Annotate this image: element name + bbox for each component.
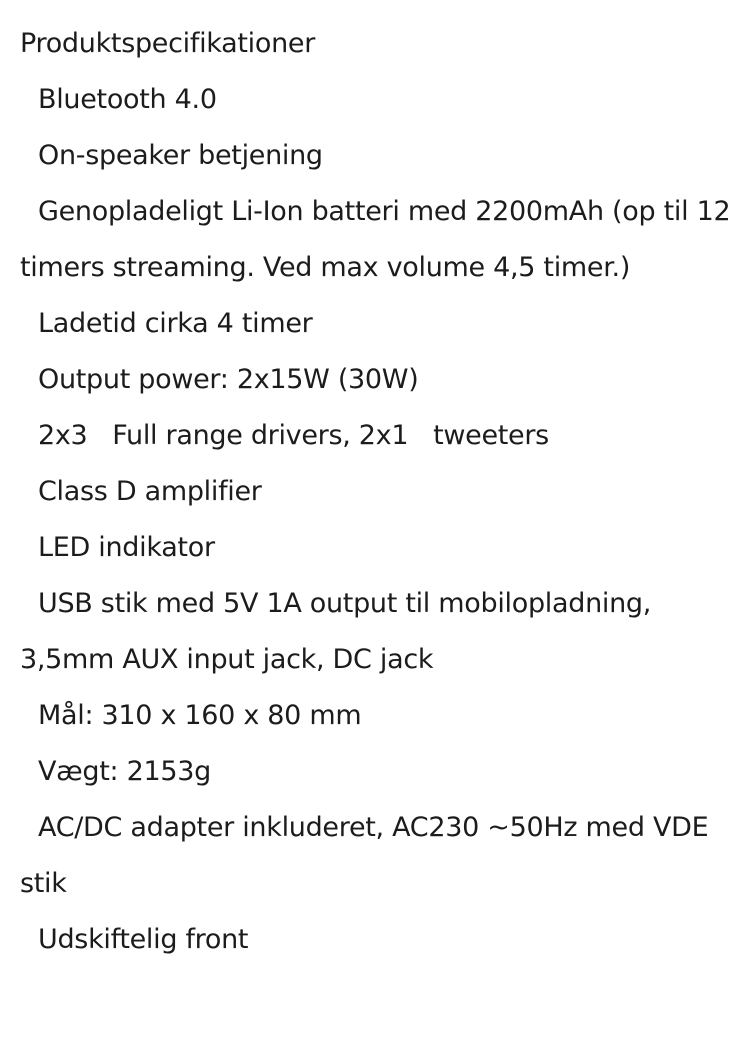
specifications-heading: Produktspecifikationer (20, 28, 316, 59)
spec-item-battery: Genopladeligt Li-Ion batteri med 2200mAh (op til 12 timers streaming. Ved max volume 4,5 timer.) (20, 196, 739, 283)
spec-item-amplifier: Class D amplifier (38, 476, 262, 507)
spec-item-ports: USB stik med 5V 1A output til mobilopladning, 3,5mm AUX input jack, DC jack (20, 588, 660, 675)
spec-item-drivers: 2x3 Full range drivers, 2x1 tweeters (38, 420, 549, 451)
spec-item-charge-time: Ladetid cirka 4 timer (38, 308, 313, 339)
spec-item-front: Udskiftelig front (38, 924, 249, 955)
spec-item-controls: On-speaker betjening (38, 140, 323, 171)
product-specifications (20, 16, 739, 968)
spec-item-dimensions: Mål: 310 x 160 x 80 mm (38, 700, 362, 731)
spec-item-adapter: AC/DC adapter inkluderet, AC230 ~50Hz med VDE stik (20, 812, 717, 899)
spec-item-output-power: Output power: 2x15W (30W) (38, 364, 419, 395)
spec-item-bluetooth: Bluetooth 4.0 (38, 84, 217, 115)
spec-item-led: LED indikator (38, 532, 215, 563)
spec-item-weight: Vægt: 2153g (38, 756, 211, 787)
